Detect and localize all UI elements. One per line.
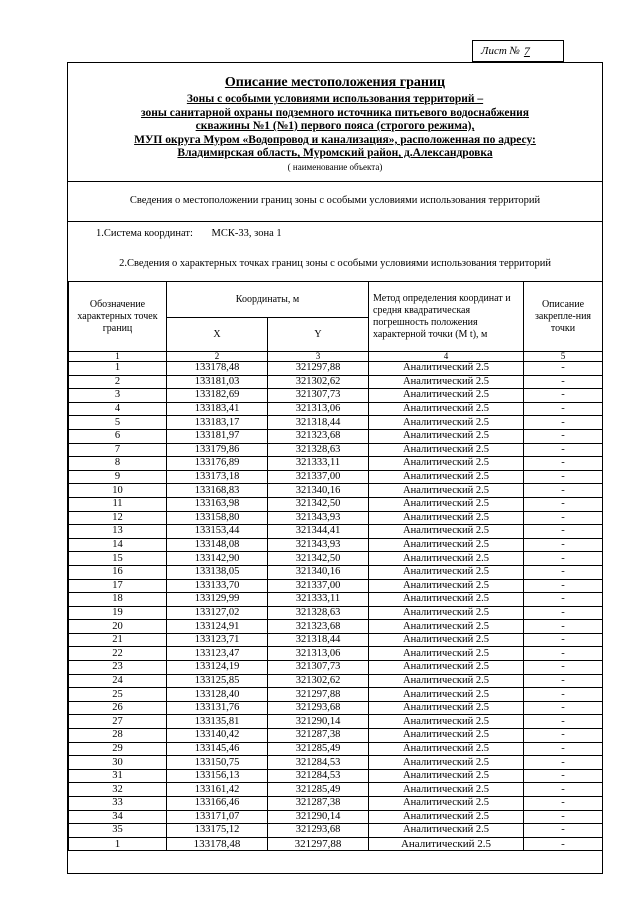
method-cell: Аналитический 2.5 [369,565,524,579]
sheet-number-box [472,40,564,62]
method-cell: Аналитический 2.5 [369,769,524,783]
column-index: 2 [167,352,268,362]
coord-x: 133156,13 [167,769,268,783]
coord-y: 321284,53 [268,756,369,770]
table-row [69,443,603,457]
fix-cell: - [524,797,603,811]
point-number: 30 [69,756,167,770]
fix-cell: - [524,457,603,471]
coord-x: 133150,75 [167,756,268,770]
col-point-header: Обозначение характерных точек границ [69,282,167,352]
point-number: 9 [69,470,167,484]
fix-cell: - [524,769,603,783]
fix-cell: - [524,416,603,430]
table-row [69,797,603,811]
method-cell: Аналитический 2.5 [369,362,524,376]
point-number: 11 [69,497,167,511]
table-row [69,729,603,743]
coord-x: 133173,18 [167,470,268,484]
fix-cell: - [524,443,603,457]
method-cell: Аналитический 2.5 [369,429,524,443]
coord-y: 321340,16 [268,565,369,579]
fix-cell: - [524,715,603,729]
table-row [69,810,603,824]
coord-y: 321285,49 [268,742,369,756]
method-cell: Аналитический 2.5 [369,457,524,471]
coord-x: 133181,97 [167,429,268,443]
method-cell: Аналитический 2.5 [369,538,524,552]
coord-x: 133123,71 [167,633,268,647]
table-row [69,375,603,389]
fix-cell: - [524,810,603,824]
point-number: 16 [69,565,167,579]
column-index: 5 [524,352,603,362]
coord-x: 133181,03 [167,375,268,389]
method-cell: Аналитический 2.5 [369,375,524,389]
coord-x: 133135,81 [167,715,268,729]
coord-y: 321337,00 [268,579,369,593]
fix-cell: - [524,837,603,851]
column-index: 1 [69,352,167,362]
coord-y: 321307,73 [268,389,369,403]
point-number: 31 [69,769,167,783]
table-row [69,389,603,403]
coord-x: 133131,76 [167,701,268,715]
fix-cell: - [524,497,603,511]
point-number: 23 [69,661,167,675]
coord-x: 133178,48 [167,362,268,376]
table-row [69,620,603,634]
fix-cell: - [524,783,603,797]
table-row [69,538,603,552]
table-row [69,525,603,539]
coord-y: 321302,62 [268,674,369,688]
point-number: 15 [69,552,167,566]
table-row [69,661,603,675]
point-number: 25 [69,688,167,702]
point-number: 8 [69,457,167,471]
method-cell: Аналитический 2.5 [369,824,524,838]
table-row [69,756,603,770]
fix-cell: - [524,606,603,620]
method-cell: Аналитический 2.5 [369,756,524,770]
coord-y: 321323,68 [268,620,369,634]
coord-y: 321318,44 [268,416,369,430]
coord-y: 321284,53 [268,769,369,783]
method-cell: Аналитический 2.5 [369,416,524,430]
coord-y: 321328,63 [268,606,369,620]
coord-x: 133166,46 [167,797,268,811]
point-number: 7 [69,443,167,457]
coord-x: 133175,12 [167,824,268,838]
method-cell: Аналитический 2.5 [369,402,524,416]
method-cell: Аналитический 2.5 [369,525,524,539]
method-cell: Аналитический 2.5 [369,742,524,756]
point-number: 22 [69,647,167,661]
method-cell: Аналитический 2.5 [369,470,524,484]
coord-y: 321297,88 [268,688,369,702]
coord-y: 321290,14 [268,810,369,824]
coordinate-system-value: МСК-33, зона 1 [211,228,282,239]
coord-x: 133176,89 [167,457,268,471]
zone-line: МУП округа Муром «Водопровод и канализация», расположенная по адресу: [134,133,536,146]
coord-y: 321297,88 [268,362,369,376]
coord-x: 133161,42 [167,783,268,797]
table-row [69,565,603,579]
fix-cell: - [524,484,603,498]
sheet-label: Лист № [481,45,520,57]
table-row [69,688,603,702]
coord-y: 321287,38 [268,797,369,811]
point-number: 28 [69,729,167,743]
table-row [69,715,603,729]
method-cell: Аналитический 2.5 [369,511,524,525]
zone-description [68,93,602,161]
point-number: 29 [69,742,167,756]
fix-cell: - [524,511,603,525]
point-number: 3 [69,389,167,403]
method-cell: Аналитический 2.5 [369,606,524,620]
coord-y: 321344,41 [268,525,369,539]
coord-y: 321293,68 [268,824,369,838]
coord-y: 321340,16 [268,484,369,498]
fix-cell: - [524,729,603,743]
header-block [68,63,602,182]
method-cell: Аналитический 2.5 [369,443,524,457]
coord-y: 321342,50 [268,552,369,566]
coord-y: 321297,88 [268,837,369,851]
object-caption: ( наименование объекта) [287,161,383,172]
table-row [69,362,603,376]
point-number: 10 [69,484,167,498]
sheet-number: 7 [523,43,530,58]
fix-cell: - [524,688,603,702]
point-number: 26 [69,701,167,715]
coord-x: 133163,98 [167,497,268,511]
point-number: 2 [69,375,167,389]
fix-cell: - [524,375,603,389]
table-row [69,470,603,484]
method-cell: Аналитический 2.5 [369,674,524,688]
coord-x: 133124,19 [167,661,268,675]
method-cell: Аналитический 2.5 [369,688,524,702]
fix-cell: - [524,525,603,539]
fix-cell: - [524,538,603,552]
method-cell: Аналитический 2.5 [369,810,524,824]
coord-x: 133125,85 [167,674,268,688]
col-coords-header: Координаты, м [167,282,369,318]
fix-cell: - [524,362,603,376]
coord-x: 133129,99 [167,593,268,607]
coord-x: 133179,86 [167,443,268,457]
point-number: 1 [69,362,167,376]
info-line: Сведения о местоположении границ зоны с особыми условиями использования территорий [68,181,602,222]
table-row [69,457,603,471]
coord-y: 321293,68 [268,701,369,715]
col-x-header: X [167,318,268,352]
coord-x: 133128,40 [167,688,268,702]
method-cell: Аналитический 2.5 [369,729,524,743]
column-index-row [69,352,603,362]
coord-x: 133140,42 [167,729,268,743]
point-number: 20 [69,620,167,634]
col-y-header: Y [268,318,369,352]
table-row [69,416,603,430]
fix-cell: - [524,701,603,715]
table-row [69,769,603,783]
coord-x: 133124,91 [167,620,268,634]
zone-line: зоны санитарной охраны подземного источника питьевого водоснабжения [140,106,530,119]
point-number: 35 [69,824,167,838]
fix-cell: - [524,389,603,403]
coordinate-system-label: 1.Система координат: [96,228,193,239]
table-row [69,824,603,838]
point-number: 17 [69,579,167,593]
table-row [69,579,603,593]
table-row [69,497,603,511]
coord-y: 321343,93 [268,511,369,525]
method-cell: Аналитический 2.5 [369,389,524,403]
point-number: 14 [69,538,167,552]
coord-x: 133183,41 [167,402,268,416]
coord-y: 321313,06 [268,647,369,661]
point-number: 13 [69,525,167,539]
method-cell: Аналитический 2.5 [369,579,524,593]
coord-x: 133171,07 [167,810,268,824]
point-number: 24 [69,674,167,688]
coord-y: 321323,68 [268,429,369,443]
point-number: 19 [69,606,167,620]
table-row [69,701,603,715]
coord-y: 321333,11 [268,593,369,607]
method-cell: Аналитический 2.5 [369,715,524,729]
coord-x: 133168,83 [167,484,268,498]
coord-y: 321342,50 [268,497,369,511]
points-table [68,281,603,851]
method-cell: Аналитический 2.5 [369,484,524,498]
page-title: Описание местоположения границ [224,75,446,90]
fix-cell: - [524,647,603,661]
col-method-header: Метод определения координат и средня квадратическая погрешность положения характерной точки (М t), м [369,282,524,352]
method-cell: Аналитический 2.5 [369,837,524,851]
coord-x: 133148,08 [167,538,268,552]
table-row [69,484,603,498]
col-fix-header: Описание закрепле-ния точки [524,282,603,352]
point-number: 21 [69,633,167,647]
coord-x: 133158,80 [167,511,268,525]
method-cell: Аналитический 2.5 [369,647,524,661]
point-number: 32 [69,783,167,797]
fix-cell: - [524,633,603,647]
point-number: 27 [69,715,167,729]
table-row [69,552,603,566]
table-row [69,674,603,688]
table-row [69,742,603,756]
fix-cell: - [524,620,603,634]
point-number: 34 [69,810,167,824]
method-cell: Аналитический 2.5 [369,633,524,647]
document-frame [67,62,603,874]
table-row [69,593,603,607]
coord-x: 133145,46 [167,742,268,756]
point-number: 1 [69,837,167,851]
method-cell: Аналитический 2.5 [369,552,524,566]
method-cell: Аналитический 2.5 [369,701,524,715]
coord-x: 133178,48 [167,837,268,851]
coord-y: 321313,06 [268,402,369,416]
table-row [69,783,603,797]
zone-line: Владимирская область, Муромский район, д.Александровка [177,147,493,160]
zone-line: Зоны с особыми условиями использования территорий – [186,93,484,105]
fix-cell: - [524,824,603,838]
column-index: 4 [369,352,524,362]
coordinate-system [96,228,282,239]
fix-cell: - [524,661,603,675]
table-row [69,511,603,525]
coord-y: 321343,93 [268,538,369,552]
coord-y: 321285,49 [268,783,369,797]
zone-line: скважины №1 (№1) первого пояса (строгого режима), [195,120,475,133]
point-number: 5 [69,416,167,430]
fix-cell: - [524,579,603,593]
table-row [69,606,603,620]
fix-cell: - [524,402,603,416]
table-row [69,647,603,661]
fix-cell: - [524,429,603,443]
fix-cell: - [524,742,603,756]
point-number: 18 [69,593,167,607]
fix-cell: - [524,565,603,579]
method-cell: Аналитический 2.5 [369,620,524,634]
coord-x: 133182,69 [167,389,268,403]
fix-cell: - [524,674,603,688]
fix-cell: - [524,593,603,607]
coord-y: 321333,11 [268,457,369,471]
coord-y: 321318,44 [268,633,369,647]
coord-y: 321290,14 [268,715,369,729]
point-number: 4 [69,402,167,416]
points-heading: 2.Сведения о характерных точках границ зоны с особыми условиями использования территорий [119,258,551,269]
coord-x: 133123,47 [167,647,268,661]
coord-y: 321287,38 [268,729,369,743]
fix-cell: - [524,552,603,566]
coord-x: 133153,44 [167,525,268,539]
point-number: 33 [69,797,167,811]
coord-y: 321307,73 [268,661,369,675]
coord-x: 133183,17 [167,416,268,430]
method-cell: Аналитический 2.5 [369,593,524,607]
coord-y: 321302,62 [268,375,369,389]
coord-x: 133142,90 [167,552,268,566]
coord-x: 133127,02 [167,606,268,620]
coord-x: 133133,70 [167,579,268,593]
column-index: 3 [268,352,369,362]
method-cell: Аналитический 2.5 [369,661,524,675]
method-cell: Аналитический 2.5 [369,497,524,511]
point-number: 6 [69,429,167,443]
fix-cell: - [524,470,603,484]
method-cell: Аналитический 2.5 [369,783,524,797]
method-cell: Аналитический 2.5 [369,797,524,811]
point-number: 12 [69,511,167,525]
fix-cell: - [524,756,603,770]
table-row [69,402,603,416]
coord-y: 321328,63 [268,443,369,457]
table-row [69,837,603,851]
coord-y: 321337,00 [268,470,369,484]
table-row [69,633,603,647]
coord-x: 133138,05 [167,565,268,579]
table-row [69,429,603,443]
